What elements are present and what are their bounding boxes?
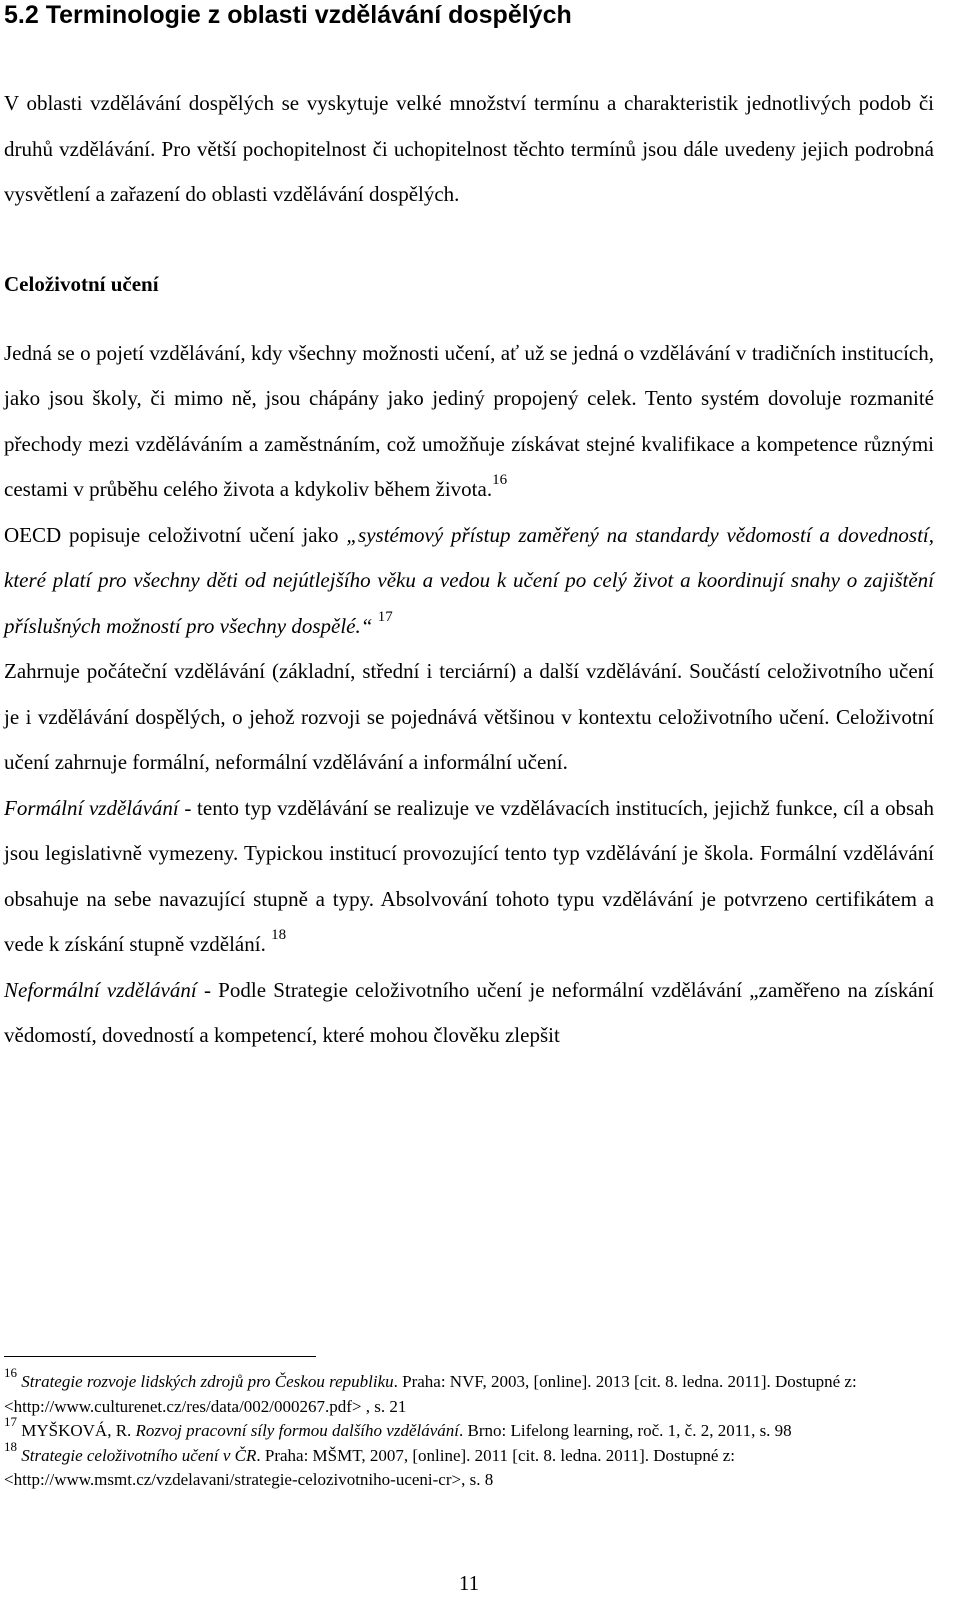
footnote-title: Strategie rozvoje lidských zdrojů pro Českou republiku <box>21 1372 394 1391</box>
term-formal: Formální vzdělávání <box>4 795 179 820</box>
footnote-ref-18[interactable]: 18 <box>271 927 287 943</box>
term-nonformal: Neformální vzdělávání <box>4 977 197 1002</box>
footnote-17 <box>4 1414 934 1444</box>
footnote-title: Strategie celoživotního učení v ČR <box>21 1445 257 1465</box>
footnote-16 <box>4 1365 934 1419</box>
document-page <box>4 0 934 1610</box>
paragraph-oecd <box>4 513 934 650</box>
footnote-title: Rozvoj pracovní síly formou dalšího vzdělávání <box>135 1421 459 1440</box>
footnote-rest: . Praha: NVF, 2003, [online]. 2013 [cit. 8. ledna. 2011]. Dostupné z: <http://www.culturenet.cz/res/data/002/000267.pdf> , s. 21 <box>4 1372 857 1416</box>
paragraph-definition-text: Jedná se o pojetí vzdělávání, kdy všechny možnosti učení, ať už se jedná o vzdělávání v tradičních institucích, jako jsou školy, či mimo ně, jsou chápány jako jediný propojený celek. Tento systém dovoluje rozmanité přechody mezi vzděláváním a zaměstnáním, což umožňuje získávat stejné kvalifikace a kompetence různými cestami v průběhu celého života a kdykoliv během života. <box>4 340 934 501</box>
subsection-heading: Celoživotní učení <box>4 271 159 296</box>
footnote-number: 18 <box>4 1438 17 1454</box>
footnote-ref-16[interactable]: 16 <box>492 472 508 488</box>
paragraph-scope: Zahrnuje počáteční vzdělávání (základní, střední i terciární) a další vzdělávání. Součástí celoživotního učení je i vzdělávání dospělých, o jehož rozvoji se pojednává většinou v kontextu celoživotního učení. Celoživotní učení zahrnuje formální, neformální vzdělávání a informální učení. <box>4 659 934 774</box>
footnote-18 <box>4 1438 934 1493</box>
oecd-quote: „systémový přístup zaměřený na standardy vědomostí a dovedností, které platí pro všechny děti od nejútlejšího věku a vedou k učení po celý život a koordinují snahy o zajištění příslušných možností pro všechny dospělé.“ <box>4 522 934 638</box>
footnote-number: 16 <box>4 1365 17 1381</box>
nonformal-text: - Podle Strategie celoživotního učení je neformální vzdělávání „zaměřeno na získání vědomostí, dovedností a kompetencí, které mohou člověku zlepšit <box>4 977 934 1047</box>
section-heading: 5.2 Terminologie z oblasti vzdělávání dospělých <box>4 1 572 29</box>
footnote-ref-17[interactable]: 17 <box>377 608 393 625</box>
footnote-author: MYŠKOVÁ, R. <box>21 1421 136 1440</box>
paragraph-definition <box>4 331 934 513</box>
footnotes <box>4 1365 934 1493</box>
footnote-rest: . Brno: Lifelong learning, roč. 1, č. 2, 2011, s. 98 <box>458 1421 792 1440</box>
paragraph-formal <box>4 786 934 968</box>
oecd-lead: OECD popisuje celoživotní učení jako <box>4 522 347 547</box>
footnote-separator <box>4 1356 316 1357</box>
footnote-rest: . Praha: MŠMT, 2007, [online]. 2011 [cit. 8. ledna. 2011]. Dostupné z: <http://www.msmt.cz/vzdelavani/strategie-celozivotniho-uceni-cr>, s. 8 <box>4 1445 735 1489</box>
intro-paragraph: V oblasti vzdělávání dospělých se vyskytuje velké množství termínu a charakteristik jednotlivých podob či druhů vzdělávání. Pro větší pochopitelnost či uchopitelnost těchto termínů jsou dále uvedeny jejich podrobná vysvětlení a zařazení do oblasti vzdělávání dospělých. <box>4 91 934 206</box>
paragraph-nonformal <box>4 968 934 1059</box>
page-number: 11 <box>458 1571 480 1595</box>
footnote-number: 17 <box>4 1414 17 1430</box>
formal-text: - tento typ vzdělávání se realizuje ve vzdělávacích institucích, jejichž funkce, cíl a obsah jsou legislativně vymezeny. Typickou institucí provozující tento typ vzdělávání je škola. Formální vzdělávání obsahuje na sebe navazující stupně a typy. Absolvování tohoto typu vzdělávání je potvrzeno certifikátem a vede k získání stupně vzdělání. <box>4 795 934 956</box>
